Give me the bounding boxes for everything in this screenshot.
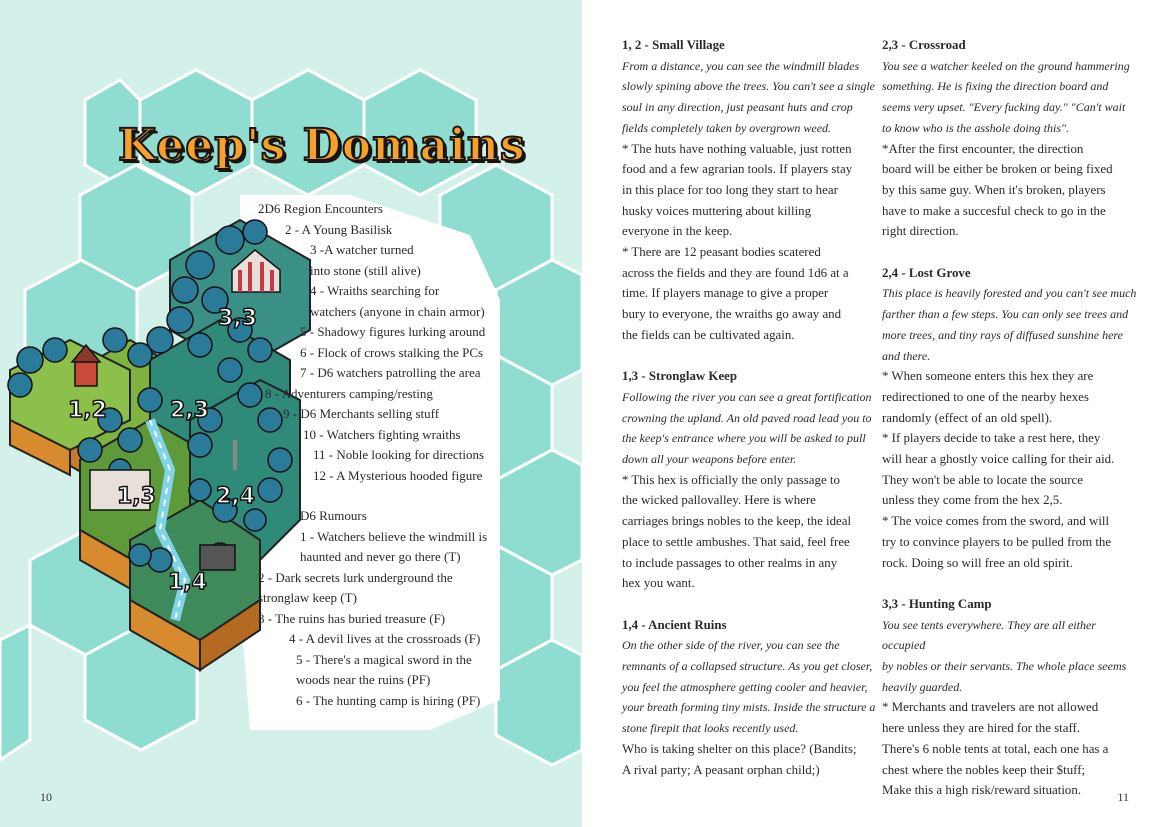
spacer xyxy=(882,242,1138,263)
body-text-line: randomly (effect of an old spell). xyxy=(882,410,1053,425)
flavor-text-line: soul in any direction, just peasant huts and crop xyxy=(622,100,853,115)
flavor-text-line: the keep's entrance where you will be asked to pull xyxy=(622,431,866,446)
hex-label-3-3: 3,3 xyxy=(218,306,257,331)
body-text-line: * The huts have nothing valuable, just rotten xyxy=(622,141,852,156)
body-text-line: the wicked pallovalley. Here is where xyxy=(622,493,816,508)
body-text-line: There's 6 noble tents at total, each one has a xyxy=(882,741,1109,756)
body-text-line: They won't be able to locate the source xyxy=(882,472,1083,487)
section-heading: 1,4 - Ancient Ruins xyxy=(622,617,727,632)
rumours-heading: D6 Rumours xyxy=(300,508,367,523)
flavor-text-line: down all your weapons before enter. xyxy=(622,452,797,467)
hex-label-1-3: 1,3 xyxy=(117,484,156,509)
flavor-text-line: something. He is fixing the direction board and xyxy=(882,79,1109,94)
section-heading: 1, 2 - Small Village xyxy=(622,38,725,52)
left-page xyxy=(0,0,582,827)
body-text-line: bury to everyone, the wraiths go away and xyxy=(622,307,842,322)
flavor-text-line: Following the river you can see a great fortification xyxy=(622,389,872,404)
section-heading: 2,4 - Lost Grove xyxy=(882,265,971,280)
flavor-text-line: This place is heavily forested and you can't see much xyxy=(882,286,1137,301)
flavor-text-line: You see tents everywhere. They are all either occupied xyxy=(882,617,1096,653)
body-text-line: board will be either be broken or being fixed xyxy=(882,162,1113,177)
section-heading: 3,3 - Hunting Camp xyxy=(882,596,992,611)
encounter-item: 6 - Flock of crows stalking the PCs xyxy=(300,345,484,360)
encounters-heading: 2D6 Region Encounters xyxy=(258,201,383,216)
body-text-line: place to settle ambushes. That said, feel free xyxy=(622,534,850,549)
encounter-item: 4 - Wraiths searching for xyxy=(310,283,440,298)
body-text-line: right direction. xyxy=(882,224,959,239)
body-text-line: * Merchants and travelers are not allowed xyxy=(882,700,1099,715)
flavor-text-line: fields completely taken by overgrown weed. xyxy=(622,120,832,135)
body-text-line: try to convince players to be pulled from the xyxy=(882,534,1112,549)
encounter-item: 5 - Shadowy figures lurking around xyxy=(300,324,486,339)
hex-tile xyxy=(0,625,30,760)
rumour-item: 4 - A devil lives at the crossroads (F) xyxy=(289,631,481,646)
flavor-text-line: You see a watcher keeled on the ground hammering xyxy=(882,58,1130,73)
column-right xyxy=(882,35,1138,801)
rumour-item: 1 - Watchers believe the windmill is xyxy=(300,529,488,544)
rumour-item: woods near the ruins (PF) xyxy=(296,672,431,687)
rumour-item: 3 - The ruins has buried treasure (F) xyxy=(258,611,446,626)
hex-label-2-3: 2,3 xyxy=(170,398,209,423)
rumour-item: 5 - There's a magical sword in the xyxy=(296,652,472,667)
body-text-line: carriages brings nobles to the keep, the ideal xyxy=(622,514,852,529)
section-heading: 2,3 - Crossroad xyxy=(882,38,966,52)
rumour-item: 6 - The hunting camp is hiring (PF) xyxy=(296,693,481,708)
flavor-text-line: more trees, and tiny rays of diffused sunshine here xyxy=(882,327,1123,342)
body-text-line: have to make a succesful check to go in the xyxy=(882,203,1106,218)
body-text-line: in this place for too long they start to hear xyxy=(622,182,838,197)
body-text-line: chest where the nobles keep their $tuff; xyxy=(882,762,1086,777)
flavor-text-line: farther than a few steps. You can only see trees and xyxy=(882,307,1129,322)
encounter-item: 2 - A Young Basilisk xyxy=(285,222,393,237)
encounter-item: 11 - Noble looking for directions xyxy=(313,447,485,462)
body-text-line: rock. Doing so will free an old spirit. xyxy=(882,555,1073,570)
body-text-line: * The voice comes from the sword, and will xyxy=(882,514,1110,529)
encounter-item: 7 - D6 watchers patrolling the area xyxy=(300,365,481,380)
flavor-text-line: On the other side of the river, you can see the xyxy=(622,638,840,653)
hex-label-1-4: 1,4 xyxy=(168,570,207,595)
body-text-line: hex you want. xyxy=(622,576,695,591)
hex-label-1-2: 1,2 xyxy=(68,398,107,423)
body-text-line: * If players decide to take a rest here, they xyxy=(882,431,1101,446)
body-text-line: A rival party; A peasant orphan child;) xyxy=(622,762,820,777)
body-text-line: * When someone enters this hex they are xyxy=(882,369,1094,384)
flavor-text-line: seems very upset. "Every fucking day." "Can't wait xyxy=(882,100,1126,115)
encounter-item: 3 -A watcher turned xyxy=(310,242,414,257)
flavor-text-line: slowly spining above the trees. You can't see a single xyxy=(622,79,875,94)
flavor-text-line: heavily guarded. xyxy=(882,679,963,694)
body-text-line: * This hex is officially the only passage to xyxy=(622,472,840,487)
flavor-text-line: crowning the upland. An old paved road lead you to xyxy=(622,410,872,425)
encounter-item: 10 - Watchers fighting wraiths xyxy=(303,427,461,442)
encounter-item: 12 - A Mysterious hooded figure xyxy=(313,468,483,483)
body-text-line: food and a few agrarian tools. If players stay xyxy=(622,162,853,177)
right-page xyxy=(582,0,1165,827)
body-text-line: time. If players manage to give a proper xyxy=(622,286,829,301)
body-text-line: to include passages to other realms in any xyxy=(622,555,838,570)
encounter-item: watchers (anyone in chain armor) xyxy=(310,304,485,319)
body-text-line: across the fields and they are found 1d6 at a xyxy=(622,265,849,280)
flavor-text-line: stone firepit that looks recently used. xyxy=(622,721,799,736)
rumour-item: haunted and never go there (T) xyxy=(300,549,461,564)
body-text-line: will hear a ghostly voice calling for their aid. xyxy=(882,452,1115,467)
page-number-left: 10 xyxy=(40,790,52,804)
body-text-line: redirectioned to one of the nearby hexes xyxy=(882,389,1089,404)
flavor-text-line: your breath forming tiny mists. Inside the structure a xyxy=(622,700,876,715)
body-text-line: unless they come from the hex 2,5. xyxy=(882,493,1063,508)
page-number-right: 11 xyxy=(1117,790,1129,804)
flavor-text-line: by nobles or their servants. The whole place seems xyxy=(882,659,1127,674)
encounter-item: 8 - Adventurers camping/resting xyxy=(265,386,433,401)
rumour-item: 2 - Dark secrets lurk underground the xyxy=(258,570,453,585)
page-title: Keep's Domains xyxy=(118,120,526,171)
spacer xyxy=(622,346,878,367)
section-heading: 1,3 - Stronglaw Keep xyxy=(622,369,738,384)
spacer xyxy=(882,573,1138,594)
flavor-text-line: remnants of a collapsed structure. As you get closer, xyxy=(622,659,873,674)
body-text-line: husky voices muttering about killing xyxy=(622,203,812,218)
column-left xyxy=(622,35,878,780)
body-text-line: *After the first encounter, the direction xyxy=(882,141,1084,156)
body-text-line: the fields can be cultivated again. xyxy=(622,327,795,342)
flavor-text-line: From a distance, you can see the windmill blades xyxy=(622,58,860,73)
body-text-line: Make this a high risk/reward situation. xyxy=(882,783,1082,798)
encounter-item: into stone (still alive) xyxy=(310,263,421,278)
flavor-text-line: you feel the atmosphere getting cooler and heavier, xyxy=(622,679,868,694)
spacer xyxy=(622,594,878,615)
body-text-line: by this same guy. When it's broken, players xyxy=(882,182,1106,197)
flavor-text-line: and there. xyxy=(882,348,931,363)
encounter-item: 9 - D6 Merchants selling stuff xyxy=(283,406,440,421)
body-text-line: * There are 12 peasant bodies scatered xyxy=(622,245,821,260)
hex-label-2-4: 2,4 xyxy=(216,484,255,509)
flavor-text-line: to know who is the asshole doing this". xyxy=(882,120,1070,135)
body-text-line: Who is taking shelter on this place? (Bandits; xyxy=(622,741,857,756)
body-text-line: here unless they are hired for the staff. xyxy=(882,721,1081,736)
rumour-item: stronglaw keep (T) xyxy=(258,590,357,605)
body-text-line: everyone in the keep. xyxy=(622,224,733,239)
